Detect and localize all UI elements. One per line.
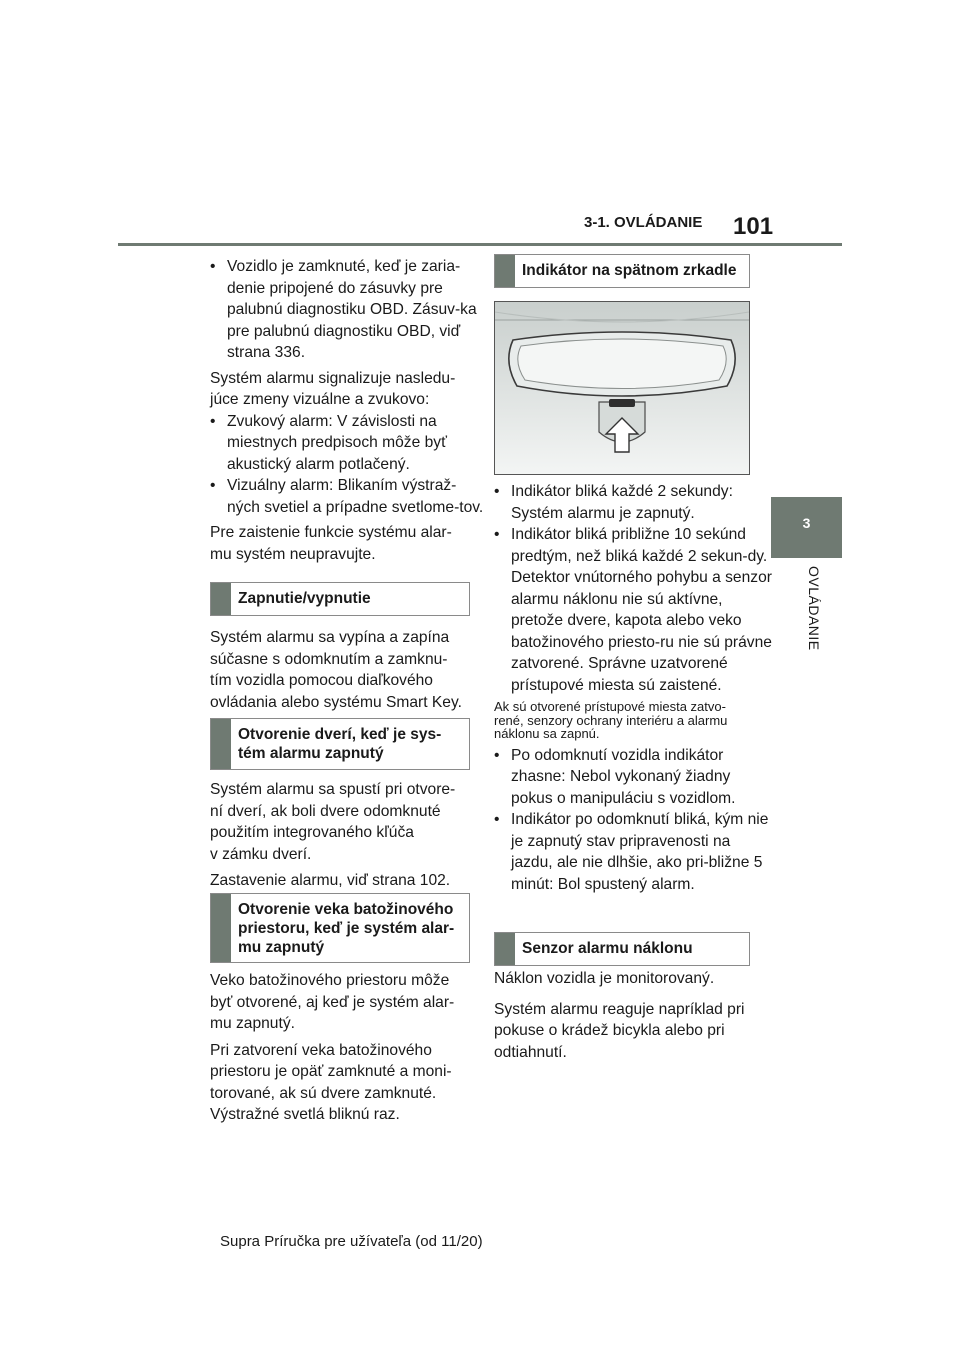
note-line: náklonu sa zapnú.: [494, 726, 600, 741]
note-line: Ak sú otvorené prístupové miesta zatvo-: [494, 699, 726, 714]
bullet-text: Zvukový alarm: V závislosti na miestnych predpisoch môže byť akustický alarm potlačený.: [227, 412, 447, 473]
chapter-tab: 3: [771, 497, 842, 558]
heading-text: Otvorenie veka batožinového priestoru, keď je systém alar-mu zapnutý: [238, 901, 455, 956]
left-column: [210, 256, 484, 565]
heading-text: Otvorenie dverí, keď je sys-tém alarmu zapnutý: [238, 726, 442, 762]
heading-tilt: [494, 932, 750, 966]
list-item: [494, 745, 761, 810]
heading-doors: [210, 718, 470, 770]
onoff-paragraph: [210, 627, 472, 713]
bullet-icon: •: [494, 483, 500, 500]
doors-paragraph: [210, 779, 472, 892]
bullet-text: Vizuálny alarm: Blikaním výstraž-ných svetiel a prípadne svetlome-tov.: [227, 477, 484, 516]
bullet-text: Po odomknutí vozidla indikátor zhasne: Nebol vykonaný žiadny pokus o manipuláciu s vozidlom.: [511, 746, 736, 807]
heading-onoff: [210, 582, 470, 616]
bullet-icon: •: [494, 526, 500, 543]
heading-text: Indikátor na spätnom zrkadle: [522, 262, 737, 279]
bullet-icon: •: [494, 746, 500, 764]
section-title: 3-1. OVLÁDANIE: [584, 214, 703, 231]
bullet-icon: •: [210, 412, 216, 430]
list-item: [210, 475, 485, 518]
paragraph-line: ní dverí, ak boli dvere odomknuté: [210, 802, 441, 820]
note-line: rené, senzory ochrany interiéru a alarmu: [494, 712, 728, 728]
paragraph-line: Výstražné svetlá bliknú raz.: [210, 1106, 400, 1123]
list-item: [210, 256, 482, 364]
heading-bar: [495, 255, 515, 287]
paragraph-line: júce zmeny vizuálne a zvukovo:: [210, 391, 430, 408]
paragraph-line: torované, ak sú dvere zamknuté.: [210, 1084, 437, 1102]
list-item: [494, 524, 773, 696]
paragraph-line: ovládania alebo systému Smart Key.: [210, 693, 462, 711]
paragraph-line: Systém alarmu reaguje napríklad pri: [494, 1000, 745, 1018]
page-number: 101: [733, 213, 774, 240]
paragraph-line: Náklon vozidla je monitorovaný.: [494, 970, 715, 987]
heading-indicator: [494, 254, 750, 288]
paragraph-line: použitím integrovaného kľúča: [210, 824, 414, 841]
list-item: [210, 411, 472, 476]
paragraph-line: Veko batožinového priestoru môže: [210, 972, 450, 989]
list-item: [494, 809, 769, 895]
header-rule: [118, 243, 842, 246]
paragraph-line: mu systém neupravujte.: [210, 545, 376, 563]
bullet-text: Indikátor bliká každé 2 sekundy: Systém alarmu je zapnutý.: [511, 483, 733, 522]
mirror-illustration: [494, 301, 750, 475]
bullet-text: Indikátor bliká približne 10 sekúnd predtým, než bliká každé 2 sekun-dy. Detektor vnútorného pohybu a senzor alarmu náklonu nie sú aktívne, pretože dvere, kapota alebo veko batožinového priesto-ru nie sú právne zatvorené. Správne uzatvorené prístupové miesta sú zaistené.: [511, 526, 772, 694]
heading-bar: [211, 719, 231, 769]
indicator-list: [494, 481, 772, 895]
chapter-tab-label: OVLÁDANIE: [806, 566, 822, 651]
paragraph-line: Systém alarmu signalizuje nasledu-: [210, 369, 456, 387]
paragraph-line: priestoru je opäť zamknuté a moni-: [210, 1063, 452, 1080]
bullet-icon: •: [210, 258, 216, 275]
heading-text: Zapnutie/vypnutie: [238, 590, 371, 607]
bullet-text: Vozidlo je zamknuté, keď je zaria-denie pripojené do zásuvky pre palubnú diagnostiku OBD. Zásuv-ka pre palubnú diagnostiku OBD, viď strana 336.: [227, 258, 477, 361]
tilt-paragraph: [494, 968, 756, 1063]
heading-bar: [211, 894, 231, 962]
paragraph-line: tím vozidla pomocou diaľkového: [210, 672, 433, 689]
paragraph-line: byť otvorené, aj keď je systém alar-: [210, 993, 455, 1011]
paragraph-line: odtiahnutí.: [494, 1043, 567, 1061]
heading-bar: [495, 933, 515, 965]
heading-trunk: [210, 893, 470, 963]
paragraph-line: v zámku dverí.: [210, 845, 312, 863]
paragraph-line: Zastavenie alarmu, viď strana 102.: [210, 872, 451, 889]
rearview-mirror-icon: [495, 302, 749, 474]
heading-text: Senzor alarmu náklonu: [522, 940, 693, 957]
bullet-icon: •: [494, 811, 500, 828]
bullet-icon: •: [210, 477, 216, 494]
trunk-paragraph: [210, 970, 472, 1126]
paragraph-line: mu zapnutý.: [210, 1015, 295, 1032]
paragraph-line: súčasne s odomknutím a zamknu-: [210, 650, 448, 668]
footer-text: Supra Príručka pre užívateľa (od 11/20): [220, 1233, 483, 1250]
paragraph-line: Systém alarmu sa vypína a zapína: [210, 629, 450, 646]
bullet-text: Indikátor po odomknutí bliká, kým nie je zapnutý stav pripravenosti na jazdu, ale nie dlhšie, ako pri-bližne 5 minút: Bol spustený alarm.: [511, 811, 769, 893]
heading-bar: [211, 583, 231, 615]
paragraph-line: Pre zaistenie funkcie systému alar-: [210, 524, 452, 541]
list-item: [494, 481, 759, 524]
paragraph-line: pokuse o krádež bicykla alebo pri: [494, 1022, 725, 1039]
paragraph-line: Pri zatvorení veka batožinového: [210, 1041, 432, 1059]
paragraph-line: Systém alarmu sa spustí pri otvore-: [210, 781, 456, 798]
